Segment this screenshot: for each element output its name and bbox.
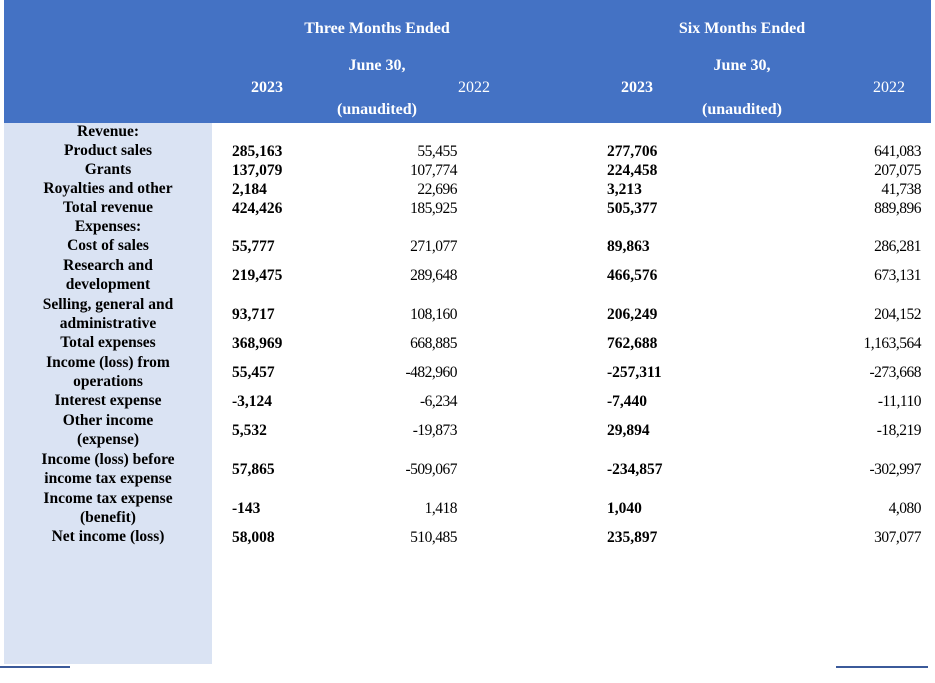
table-row <box>4 256 931 295</box>
three-months-2023-value: -3,124 <box>232 393 273 410</box>
six-months-2023-value: -234,857 <box>607 461 663 478</box>
three-months-2022-value: 55,455 <box>417 143 457 160</box>
six-months-2022-value: -18,219 <box>876 422 921 439</box>
three-months-2022-value: -509,067 <box>405 461 457 478</box>
six-months-2022-value: 673,131 <box>874 267 921 284</box>
row-label-line: Research and <box>63 257 153 274</box>
row-label-line: administrative <box>59 315 157 332</box>
row-label <box>4 295 212 333</box>
table-row <box>4 353 931 392</box>
row-label <box>4 256 212 294</box>
table-row <box>4 199 931 218</box>
row-label <box>4 180 212 198</box>
six-months-2022-value: 1,163,564 <box>863 335 921 352</box>
three-months-2022-value: 510,485 <box>410 529 457 546</box>
three-months-2022-value: -19,873 <box>412 422 457 439</box>
year-2022-right: 2022 <box>873 79 905 96</box>
table-header <box>4 0 931 123</box>
period-label-right: June 30, <box>713 57 771 74</box>
six-months-2023-value: 29,894 <box>607 422 650 439</box>
three-months-2023-value: 55,457 <box>232 364 275 381</box>
six-months-2022-value: 307,077 <box>874 529 921 546</box>
table-row <box>4 334 931 353</box>
row-label-line: (expense) <box>77 431 139 448</box>
row-label-line: Royalties and other <box>43 180 173 197</box>
row-label-line: Income (loss) from <box>46 354 170 371</box>
row-label-line: Product sales <box>64 142 152 159</box>
year-2023-right: 2023 <box>621 79 653 96</box>
row-label-line: Income tax expense <box>43 490 173 507</box>
table-row <box>4 161 931 180</box>
table-row <box>4 218 931 237</box>
six-months-2023-value: 206,249 <box>607 306 658 323</box>
six-months-2022-value: 204,152 <box>874 306 921 323</box>
six-months-2022-value: 889,896 <box>874 200 921 217</box>
table-row <box>4 489 931 528</box>
three-months-2023-value: 424,426 <box>232 200 283 217</box>
row-label-line: (benefit) <box>80 509 136 526</box>
table-row <box>4 295 931 334</box>
row-label-line: Other income <box>62 412 154 429</box>
row-label <box>4 489 212 527</box>
six-months-2022-value: -273,668 <box>869 364 921 381</box>
six-months-2023-value: 762,688 <box>607 335 658 352</box>
three-months-2022-value: 289,648 <box>410 267 457 284</box>
table-row <box>4 142 931 161</box>
row-label-line: Income (loss) before <box>41 451 175 468</box>
row-label <box>4 353 212 391</box>
unaudited-right: (unaudited) <box>701 101 783 118</box>
row-label-line: Total expenses <box>60 334 156 351</box>
unaudited-left: (unaudited) <box>336 101 418 118</box>
three-months-2023-value: 55,777 <box>232 238 275 255</box>
six-months-2023-value: 224,458 <box>607 162 658 179</box>
six-months-2023-value: 1,040 <box>607 500 642 517</box>
row-label <box>4 218 212 236</box>
three-months-2023-value: 5,532 <box>232 422 267 439</box>
row-label-line: Selling, general and <box>42 296 174 313</box>
row-label <box>4 142 212 160</box>
three-months-2023-value: 58,008 <box>232 529 275 546</box>
table-row <box>4 392 931 411</box>
six-months-2022-value: 641,083 <box>874 143 921 160</box>
row-label <box>4 528 212 546</box>
three-months-2022-value: 185,925 <box>410 200 457 217</box>
period-label-left: June 30, <box>348 57 406 74</box>
three-months-2022-value: 1,418 <box>424 500 457 517</box>
row-label <box>4 161 212 179</box>
row-label-line: Cost of sales <box>67 237 149 254</box>
six-months-2022-value: 4,080 <box>888 500 921 517</box>
row-label <box>4 199 212 217</box>
year-2022-left: 2022 <box>458 79 490 96</box>
bottom-rule-right <box>836 666 928 668</box>
row-label <box>4 411 212 449</box>
row-label <box>4 334 212 352</box>
three-months-heading: Three Months Ended <box>304 20 450 37</box>
row-label-line: operations <box>73 373 143 390</box>
six-months-2022-value: 207,075 <box>874 162 921 179</box>
six-months-2023-value: 466,576 <box>607 267 658 284</box>
table-row <box>4 411 931 450</box>
three-months-2023-value: 137,079 <box>232 162 283 179</box>
three-months-2022-value: 668,885 <box>410 335 457 352</box>
three-months-2023-value: -143 <box>232 500 261 517</box>
six-months-2023-value: 277,706 <box>607 143 658 160</box>
six-months-2022-value: -302,997 <box>869 461 921 478</box>
three-months-2023-value: 93,717 <box>232 306 275 323</box>
three-months-2023-value: 57,865 <box>232 461 275 478</box>
table-row <box>4 180 931 199</box>
three-months-2023-value: 285,163 <box>232 143 283 160</box>
six-months-2023-value: 505,377 <box>607 200 658 217</box>
six-months-2023-value: 235,897 <box>607 529 658 546</box>
three-months-2022-value: 108,160 <box>410 306 457 323</box>
row-label-line: income tax expense <box>44 470 172 487</box>
six-months-2023-value: 89,863 <box>607 238 650 255</box>
six-months-heading: Six Months Ended <box>678 20 806 37</box>
three-months-2022-value: 22,696 <box>417 181 457 198</box>
row-label <box>4 237 212 255</box>
row-label-line: development <box>65 276 151 293</box>
six-months-2022-value: 41,738 <box>881 181 921 198</box>
six-months-2023-value: -7,440 <box>607 393 648 410</box>
table-row <box>4 123 931 142</box>
bottom-rule-left <box>0 666 70 668</box>
three-months-2022-value: 271,077 <box>410 238 457 255</box>
six-months-2022-value: 286,281 <box>874 238 921 255</box>
row-label <box>4 392 212 410</box>
three-months-2023-value: 2,184 <box>232 181 267 198</box>
three-months-2023-value: 219,475 <box>232 267 283 284</box>
row-label-line: Net income (loss) <box>51 528 165 545</box>
table-row <box>4 528 931 547</box>
row-label-line: Grants <box>84 161 132 178</box>
year-2023-left: 2023 <box>251 79 283 96</box>
row-label-line: Revenue: <box>77 123 139 140</box>
six-months-2023-value: 3,213 <box>607 181 642 198</box>
six-months-2023-value: -257,311 <box>607 364 662 381</box>
three-months-2022-value: -6,234 <box>419 393 457 410</box>
row-label <box>4 450 212 488</box>
financial-table <box>4 0 931 664</box>
three-months-2023-value: 368,969 <box>232 335 283 352</box>
three-months-2022-value: 107,774 <box>410 162 457 179</box>
table-row <box>4 450 931 489</box>
row-label-line: Expenses: <box>74 218 142 235</box>
three-months-2022-value: -482,960 <box>405 364 457 381</box>
row-label-line: Interest expense <box>54 392 162 409</box>
row-label <box>4 123 212 141</box>
table-row <box>4 237 931 256</box>
six-months-2022-value: -11,110 <box>877 393 921 410</box>
row-label-line: Total revenue <box>63 199 153 216</box>
